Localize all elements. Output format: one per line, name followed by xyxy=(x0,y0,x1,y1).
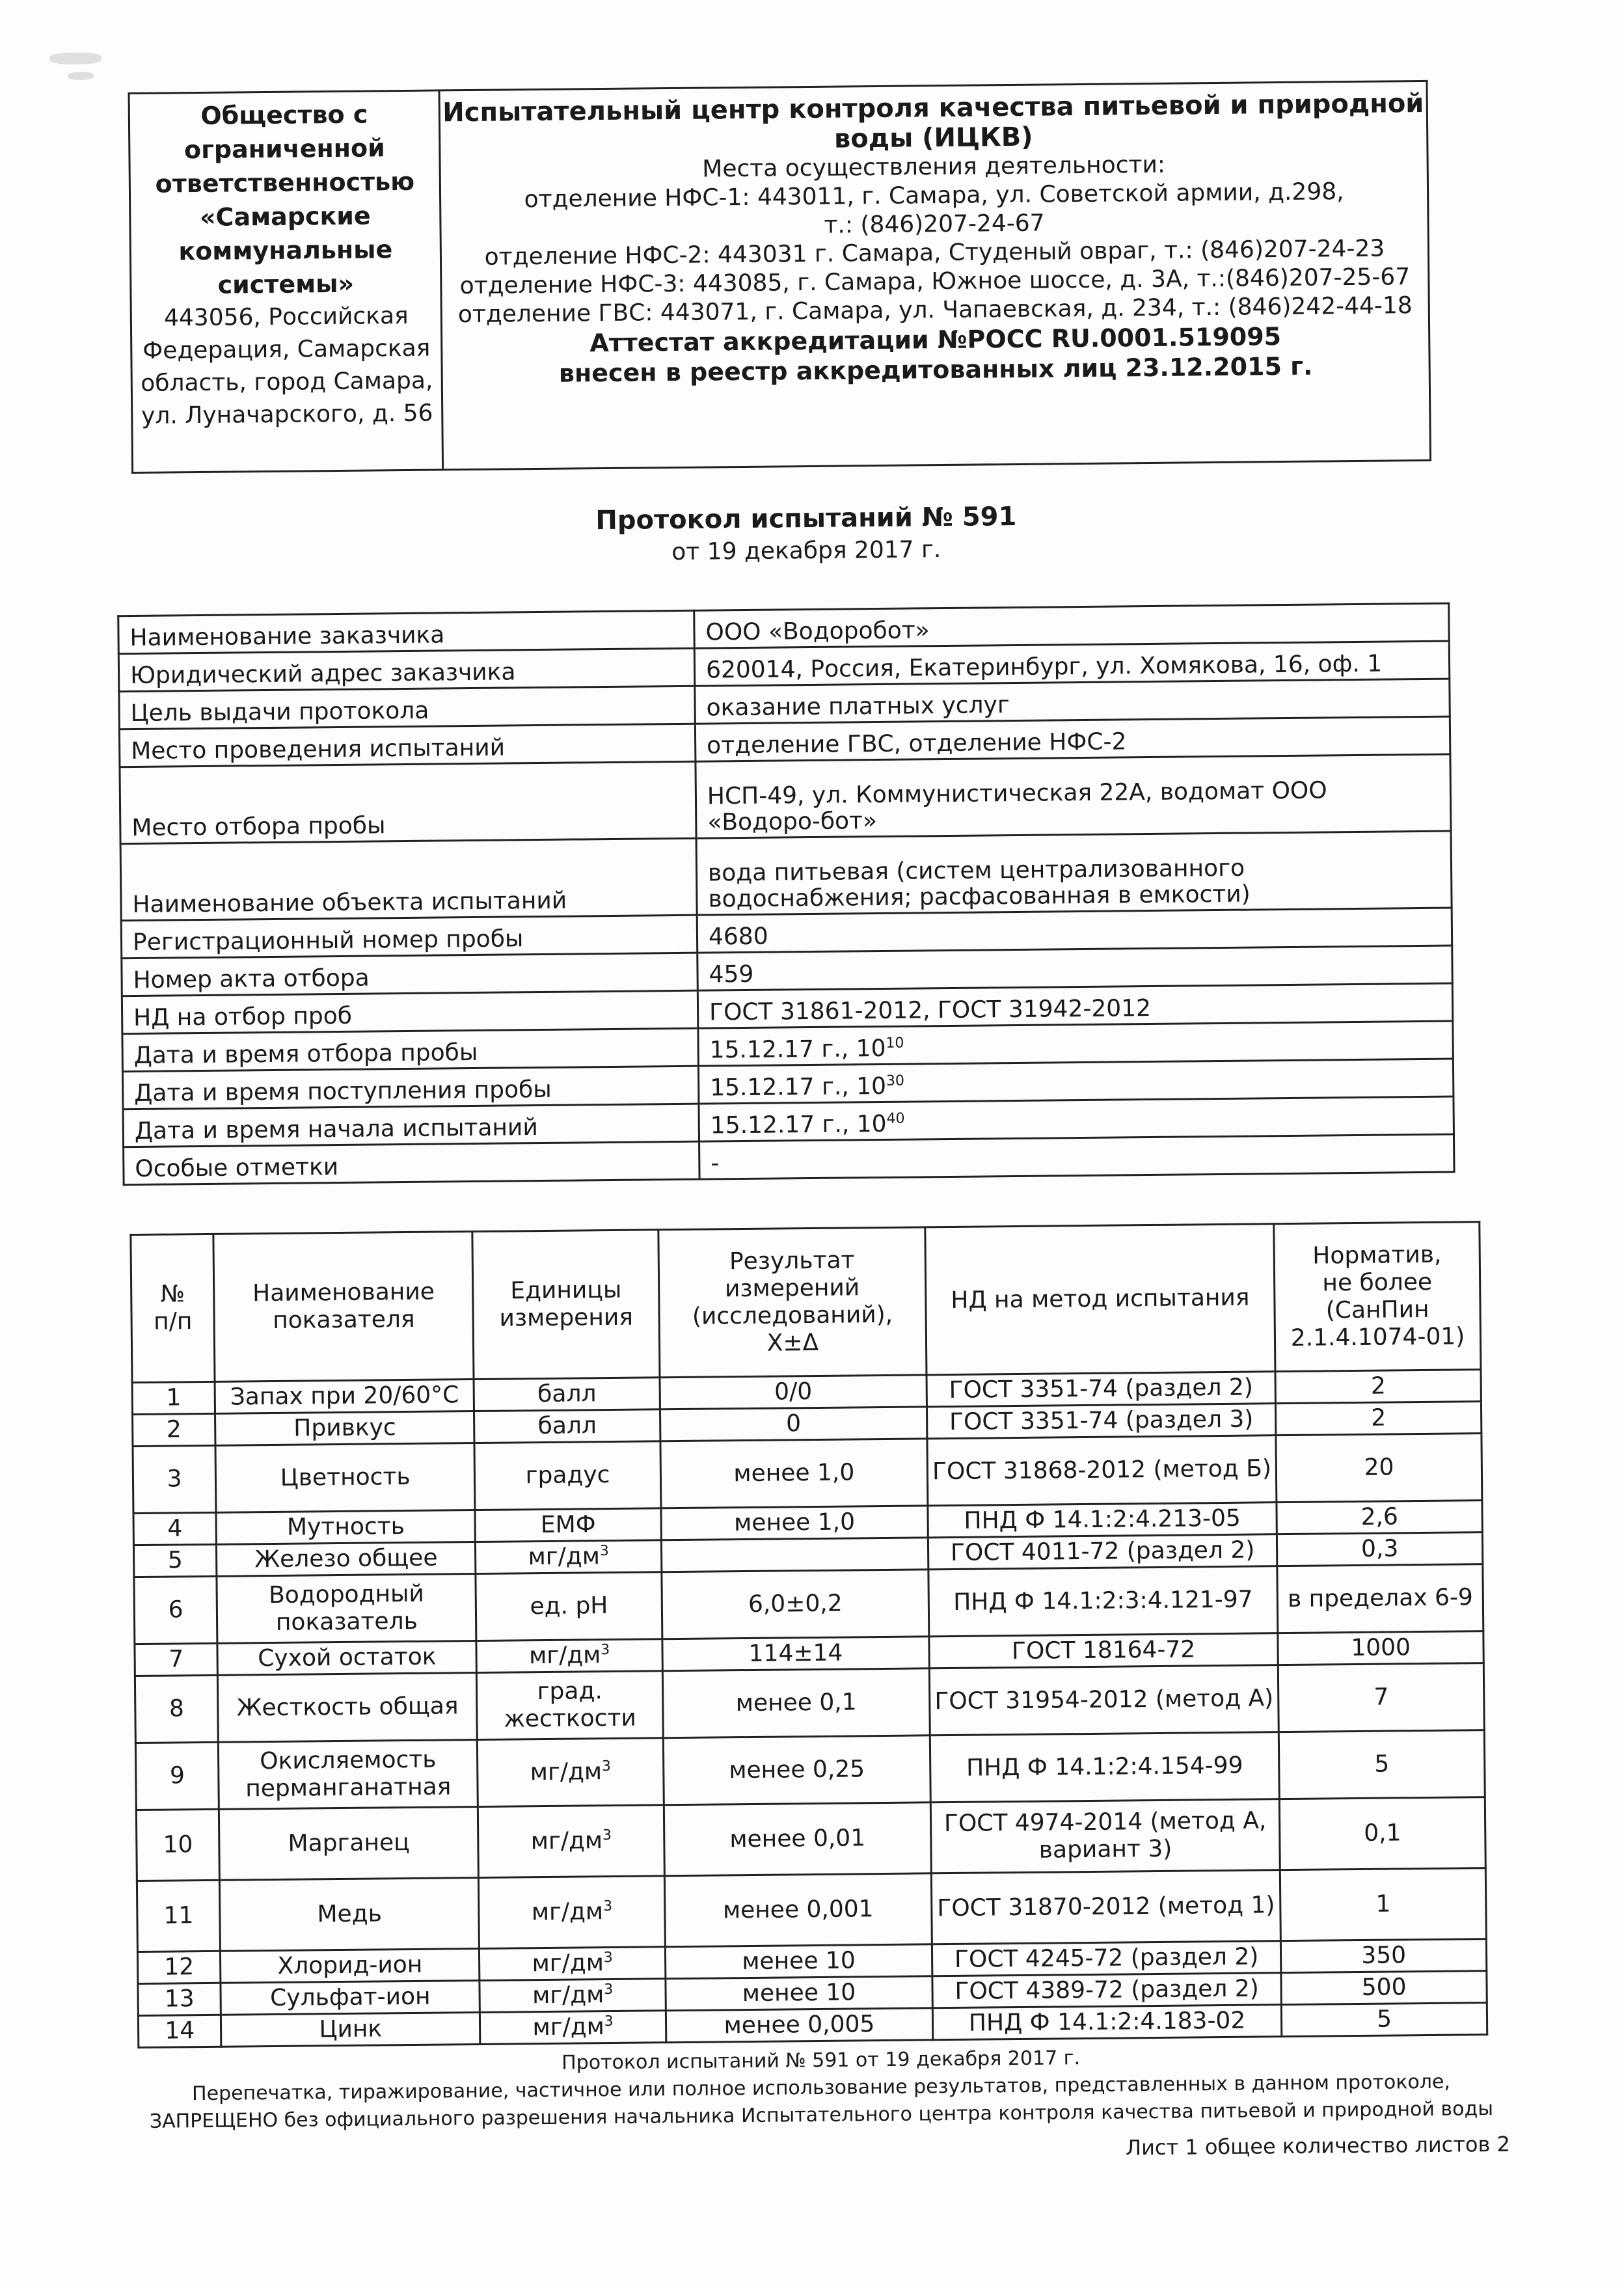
header-line: не более xyxy=(1322,1268,1433,1297)
lab-branch-line: отделение НФС-3: 443085, г. Самара, Южное шоссе, д. 3А, т.:(846)207-25-67 xyxy=(459,264,1411,300)
result-cell-nd xyxy=(927,1372,1276,1407)
result-name-text: Цинк xyxy=(319,2015,383,2043)
result-unit-text: ед. рН xyxy=(530,1592,608,1620)
result-name-text: Мутность xyxy=(286,1513,405,1541)
result-cell-unit xyxy=(480,2011,666,2045)
org-address-line: Федерация, Самарская xyxy=(142,334,431,364)
result-cell-result xyxy=(660,1375,927,1409)
result-cell-nd xyxy=(928,1503,1277,1538)
result-cell-nd xyxy=(931,1870,1280,1944)
result-cell-num xyxy=(132,1381,215,1414)
header-line: измерения xyxy=(499,1303,634,1332)
info-label: Наименование заказчика xyxy=(118,610,695,653)
result-result-text: менее 10 xyxy=(742,1979,856,2007)
info-label: Номер акта отбора xyxy=(122,953,698,996)
header-line: НД на метод испытания xyxy=(951,1284,1250,1314)
results-body xyxy=(132,1370,1487,2048)
footer xyxy=(8,2039,1624,2137)
result-cell-num xyxy=(138,2015,221,2047)
result-cell-num xyxy=(134,1576,217,1644)
lab-branch-line: отделение НФС-1: 443011, г. Самара, ул. Советской армии, д.298, xyxy=(524,178,1344,213)
result-num-text: 12 xyxy=(164,1953,195,1981)
lab-places-title: Места осуществления деятельности: xyxy=(702,151,1166,183)
result-num-text: 2 xyxy=(166,1416,182,1443)
result-norm-text: 350 xyxy=(1361,1942,1407,1969)
info-value: вода питьевая (систем централизованного водоснабжения; расфасованная в емкости) xyxy=(696,831,1452,915)
result-cell-num xyxy=(136,1809,219,1881)
header-line: измерений xyxy=(724,1274,860,1303)
registry-line: внесен в реестр аккредитованных лиц 23.12.2015 г. xyxy=(558,351,1313,388)
result-result-text: менее 0,1 xyxy=(735,1689,857,1717)
result-cell-nd xyxy=(930,1799,1280,1873)
result-cell-result xyxy=(662,1637,929,1671)
result-row xyxy=(135,1730,1485,1810)
result-norm-text: 0,3 xyxy=(1360,1535,1399,1562)
result-name-text: Сухой остаток xyxy=(258,1643,437,1672)
result-result-text: менее 1,0 xyxy=(733,1459,855,1488)
info-label: Дата и время начала испытаний xyxy=(123,1104,699,1147)
result-norm-text: 0,1 xyxy=(1364,1819,1401,1847)
header-line: Результат xyxy=(729,1247,855,1275)
result-result-text: 114±14 xyxy=(748,1639,843,1667)
col-header-unit xyxy=(472,1230,660,1380)
info-value: - xyxy=(699,1134,1455,1179)
result-cell-name xyxy=(217,1641,476,1676)
unit-exponent: 3 xyxy=(601,1758,612,1775)
result-cell-norm xyxy=(1277,1532,1483,1566)
org-address-line: ул. Луначарского, д. 56 xyxy=(141,400,433,429)
result-cell-norm xyxy=(1281,1939,1487,1973)
result-cell-unit xyxy=(476,1572,662,1641)
result-cell-name xyxy=(219,1806,479,1880)
result-cell-name xyxy=(216,1510,475,1545)
result-cell-nd xyxy=(929,1633,1279,1668)
result-result-text: 6,0±0,2 xyxy=(748,1590,843,1618)
result-norm-text: 5 xyxy=(1376,2006,1392,2033)
result-unit-text: мг/дм xyxy=(528,1543,601,1571)
result-cell-nd xyxy=(932,1973,1282,2008)
result-result-text: менее 1,0 xyxy=(733,1508,856,1537)
result-nd-text: ГОСТ 4389-72 (раздел 2) xyxy=(954,1975,1259,2005)
result-unit-text: мг/дм xyxy=(532,2013,605,2041)
col-header-num xyxy=(131,1234,215,1382)
result-unit-text: мг/дм xyxy=(528,1642,601,1670)
result-row xyxy=(135,1663,1484,1743)
footer-notice: Перепечатка, тиражирование, частичное или полное использование результатов, представленных в данном протоколе, xyxy=(191,2070,1451,2106)
result-cell-result xyxy=(665,1944,932,1979)
result-num-text: 14 xyxy=(165,2017,195,2045)
result-cell-result xyxy=(662,1570,929,1639)
unit-exponent: 3 xyxy=(603,1950,613,1966)
result-norm-text: 2 xyxy=(1370,1372,1386,1400)
info-value: отделение ГВС, отделение НФС-2 xyxy=(695,716,1450,761)
result-num-text: 7 xyxy=(169,1646,184,1673)
result-cell-norm xyxy=(1282,2003,1487,2037)
result-result-text: менее 0,25 xyxy=(729,1756,865,1784)
result-unit-text: мг/дм xyxy=(530,1827,603,1855)
laboratory-cell xyxy=(439,81,1431,470)
result-cell-nd xyxy=(929,1665,1279,1735)
unit-exponent: 3 xyxy=(604,1981,614,1998)
info-value: 620014, Россия, Екатеринбург, ул. Хомякова, 16, оф. 1 xyxy=(694,641,1450,686)
result-nd-text: ПНД Ф 14.1:2:4.213-05 xyxy=(964,1504,1241,1534)
result-nd-text: ПНД Ф 14.1:2:4.183-02 xyxy=(968,2007,1246,2037)
lab-branch-line: т.: (846)207-24-67 xyxy=(824,210,1045,239)
result-unit-text: град. жесткости xyxy=(504,1678,636,1733)
scan-artifact xyxy=(49,52,102,64)
result-cell-unit xyxy=(475,1508,661,1542)
org-name-line: системы» xyxy=(217,269,355,299)
result-norm-text: 2,6 xyxy=(1360,1503,1399,1531)
header-line: Наименование xyxy=(252,1278,435,1307)
scan-artifact xyxy=(68,72,94,80)
header-line: Х±Δ xyxy=(766,1329,819,1357)
unit-exponent: 3 xyxy=(602,1827,612,1844)
result-nd-text: ГОСТ 31954-2012 (метод А) xyxy=(934,1685,1274,1715)
result-cell-result xyxy=(666,2008,932,2043)
accreditation-line: Аттестат аккредитации №РОСС RU.0001.519095 xyxy=(589,322,1282,358)
info-row xyxy=(120,754,1451,844)
col-header-norm xyxy=(1274,1222,1481,1372)
results-header-row xyxy=(131,1222,1481,1383)
lab-name-line: воды (ИЦКВ) xyxy=(833,122,1033,154)
info-label: Цель выдачи протокола xyxy=(119,686,696,729)
result-nd-text: ГОСТ 4245-72 (раздел 2) xyxy=(954,1943,1259,1973)
result-unit-text: мг/дм xyxy=(531,1898,604,1926)
result-cell-num xyxy=(138,1983,221,2015)
protocol-date: от 19 декабря 2017 г. xyxy=(671,536,941,566)
result-unit-text: балл xyxy=(537,1412,597,1440)
result-num-text: 6 xyxy=(168,1596,183,1624)
info-label: Наименование объекта испытаний xyxy=(120,838,697,920)
result-nd-text: ГОСТ 4011-72 (раздел 2) xyxy=(950,1536,1255,1567)
result-norm-text: в пределах 6-9 xyxy=(1287,1584,1474,1613)
result-cell-name xyxy=(221,1948,480,1983)
result-cell-nd xyxy=(928,1566,1278,1637)
col-header-result xyxy=(658,1227,927,1378)
result-nd-text: ПНД Ф 14.1:2:4.154-99 xyxy=(966,1752,1243,1782)
result-cell-result xyxy=(663,1735,930,1805)
info-label: НД на отбор проб xyxy=(122,990,698,1033)
result-name-text: Цветность xyxy=(280,1463,411,1491)
result-row xyxy=(134,1564,1483,1644)
result-unit-text: мг/дм xyxy=(530,1758,602,1786)
info-label: Дата и время отбора пробы xyxy=(122,1028,699,1071)
result-cell-name xyxy=(217,1542,476,1577)
result-cell-norm xyxy=(1276,1434,1482,1503)
result-num-text: 10 xyxy=(163,1831,193,1858)
result-norm-text: 2 xyxy=(1371,1404,1387,1432)
org-name-line: ответственностью xyxy=(155,167,415,198)
result-cell-unit xyxy=(474,1378,660,1411)
result-num-text: 8 xyxy=(169,1695,185,1722)
result-name-text: Запах при 20/60°С xyxy=(230,1381,459,1411)
result-cell-name xyxy=(220,1877,480,1951)
result-cell-nd xyxy=(928,1534,1277,1570)
result-norm-text: 20 xyxy=(1364,1454,1394,1481)
result-nd-text: ГОСТ 31868-2012 (метод Б) xyxy=(932,1455,1272,1486)
result-result-text: менее 10 xyxy=(742,1947,856,1976)
organization-cell xyxy=(129,90,443,473)
result-cell-norm xyxy=(1281,1971,1487,2005)
org-name-line: коммунальные xyxy=(178,235,393,266)
result-cell-result xyxy=(666,1976,932,2011)
result-name-text: Марганец xyxy=(288,1829,410,1857)
sheet-number: Лист 1 общее количество листов 2 xyxy=(1125,2131,1511,2160)
info-value: оказание платных услуг xyxy=(695,679,1450,724)
info-label: Юридический адрес заказчика xyxy=(118,648,695,691)
unit-exponent: 3 xyxy=(601,1642,610,1659)
result-unit-text: ЕМФ xyxy=(540,1511,596,1539)
result-cell-result xyxy=(664,1873,932,1947)
result-num-text: 5 xyxy=(167,1547,183,1574)
info-label: Место проведения испытаний xyxy=(119,724,696,767)
result-cell-num xyxy=(135,1675,218,1743)
result-cell-norm xyxy=(1276,1402,1482,1436)
result-num-text: 9 xyxy=(169,1762,185,1789)
header-line: 2.1.4.1074-01) xyxy=(1290,1323,1465,1352)
result-cell-norm xyxy=(1278,1631,1483,1665)
result-norm-text: 5 xyxy=(1374,1750,1390,1778)
info-value: НСП-49, ул. Коммунистическая 22А, водомат ООО «Водоро-бот» xyxy=(696,754,1451,838)
result-cell-unit xyxy=(476,1639,662,1673)
result-result-text: менее 0,005 xyxy=(724,2011,875,2039)
result-cell-num xyxy=(135,1643,218,1676)
result-cell-norm xyxy=(1280,1868,1487,1941)
result-cell-name xyxy=(221,1980,480,2015)
footer-notice: ЗАПРЕЩЕНО без официального разрешения начальника Испытательного центра контроля качества питьевой и природной воды xyxy=(149,2097,1494,2133)
header-line: п/п xyxy=(154,1308,193,1335)
result-num-text: 4 xyxy=(167,1515,183,1542)
result-cell-norm xyxy=(1277,1564,1483,1633)
col-header-name xyxy=(213,1232,474,1382)
result-nd-text: ГОСТ 18164-72 xyxy=(1011,1636,1196,1665)
org-address-line: 443056, Российская xyxy=(163,302,409,332)
result-nd-text: ГОСТ 31870-2012 (метод 1) xyxy=(937,1892,1275,1922)
result-cell-norm xyxy=(1279,1730,1485,1799)
result-nd-text: ПНД Ф 14.1:2:3:4.121-97 xyxy=(953,1586,1253,1616)
result-cell-unit xyxy=(478,1805,665,1878)
result-result-text: 0 xyxy=(785,1410,802,1437)
result-cell-name xyxy=(215,1411,474,1446)
result-cell-result xyxy=(661,1538,928,1572)
result-cell-result xyxy=(660,1439,928,1508)
info-value: ООО «Водоробот» xyxy=(694,603,1450,648)
result-num-text: 11 xyxy=(163,1902,194,1929)
time-minutes: 10 xyxy=(886,1035,904,1052)
result-cell-nd xyxy=(927,1404,1276,1439)
result-cell-nd xyxy=(932,2005,1282,2040)
result-cell-num xyxy=(137,1880,220,1952)
result-cell-nd xyxy=(930,1732,1279,1803)
result-row xyxy=(133,1434,1482,1514)
result-name-text: Привкус xyxy=(293,1414,396,1442)
result-result-text: менее 0,01 xyxy=(729,1825,866,1853)
time-minutes: 30 xyxy=(886,1072,905,1089)
result-unit-text: градус xyxy=(525,1462,610,1490)
info-value-text: 15.12.17 г., 10 xyxy=(710,1072,887,1102)
result-cell-num xyxy=(135,1742,219,1810)
result-cell-unit xyxy=(480,1947,666,1981)
result-row xyxy=(137,1868,1486,1952)
result-unit-text: мг/дм xyxy=(532,1981,604,2009)
result-cell-num xyxy=(133,1413,216,1446)
result-cell-result xyxy=(661,1506,928,1540)
result-cell-norm xyxy=(1277,1501,1482,1534)
result-cell-unit xyxy=(474,1441,661,1510)
result-cell-num xyxy=(137,1951,221,1983)
result-cell-result xyxy=(664,1803,931,1876)
header-line: (СанПин xyxy=(1325,1296,1429,1324)
result-cell-result xyxy=(660,1407,927,1441)
result-name-text: Водородный показатель xyxy=(268,1580,425,1636)
info-value-text: 15.12.17 г., 10 xyxy=(710,1110,887,1139)
footer-protocol-ref: Протокол испытаний № 591 от 19 декабря 2017 г. xyxy=(561,2047,1081,2075)
header-line: показателя xyxy=(273,1305,415,1334)
results-table xyxy=(129,1221,1488,2048)
result-cell-num xyxy=(133,1445,216,1513)
col-header-nd xyxy=(925,1224,1275,1375)
result-norm-text: 500 xyxy=(1361,1974,1407,2001)
unit-exponent: 3 xyxy=(602,1898,613,1915)
unit-exponent: 3 xyxy=(599,1543,609,1560)
info-row xyxy=(120,831,1452,921)
result-name-text: Сульфат-ион xyxy=(269,1983,431,2012)
info-value: ГОСТ 31861-2012, ГОСТ 31942-2012 xyxy=(697,983,1453,1028)
result-cell-unit xyxy=(476,1540,662,1574)
result-cell-result xyxy=(662,1668,930,1738)
result-cell-name xyxy=(215,1443,475,1513)
header-line: (исследований), xyxy=(692,1301,893,1330)
result-cell-norm xyxy=(1275,1370,1481,1404)
sample-info-table xyxy=(117,603,1455,1186)
result-unit-text: балл xyxy=(537,1380,597,1408)
unit-exponent: 3 xyxy=(604,2013,614,2030)
header-line: Норматив, xyxy=(1312,1241,1442,1270)
lab-branch-line: отделение ГВС: 443071, г. Самара, ул. Чапаевская, д. 234, т.: (846)242-44-18 xyxy=(457,292,1413,329)
info-label: Дата и время поступления пробы xyxy=(122,1066,699,1109)
result-name-text: Окисляемость перманганатная xyxy=(245,1746,452,1803)
protocol-title: Протокол испытаний № 591 xyxy=(595,501,1017,536)
result-result-text: менее 0,001 xyxy=(722,1896,874,1924)
result-cell-unit xyxy=(474,1409,660,1443)
header-line: Единицы xyxy=(510,1276,622,1305)
info-label: Место отбора пробы xyxy=(120,761,696,843)
result-cell-name xyxy=(218,1673,478,1743)
result-num-text: 13 xyxy=(164,1985,195,2013)
header-line: № xyxy=(160,1281,185,1308)
result-num-text: 1 xyxy=(166,1384,182,1411)
result-row xyxy=(136,1797,1485,1881)
result-norm-text: 1 xyxy=(1375,1890,1391,1918)
result-cell-name xyxy=(219,1739,478,1809)
result-nd-text: ГОСТ 4974-2014 (метод А, вариант 3) xyxy=(943,1807,1267,1864)
result-name-text: Железо общее xyxy=(254,1544,438,1573)
result-cell-name xyxy=(221,2012,480,2047)
result-norm-text: 1000 xyxy=(1351,1634,1411,1662)
result-cell-norm xyxy=(1279,1797,1485,1870)
result-cell-nd xyxy=(932,1941,1281,1976)
result-cell-name xyxy=(215,1380,474,1414)
result-cell-unit xyxy=(477,1671,664,1740)
result-name-text: Жесткость общая xyxy=(236,1693,459,1722)
result-result-text: 0/0 xyxy=(774,1378,813,1406)
info-label: Регистрационный номер пробы xyxy=(121,915,697,958)
lab-branch-line: отделение НФС-2: 443031 г. Самара, Студеный овраг, т.: (846)207-24-23 xyxy=(484,235,1385,271)
result-cell-unit xyxy=(478,1738,664,1807)
info-value-text: 15.12.17 г., 10 xyxy=(709,1035,886,1064)
result-cell-unit xyxy=(479,1876,666,1949)
info-value: 459 xyxy=(697,946,1453,990)
result-nd-text: ГОСТ 3351-74 (раздел 3) xyxy=(949,1406,1254,1436)
time-minutes: 40 xyxy=(886,1110,905,1127)
org-name-line: Общество с xyxy=(200,100,368,130)
result-cell-norm xyxy=(1278,1663,1484,1732)
info-value: 4680 xyxy=(697,908,1452,953)
result-name-text: Медь xyxy=(317,1900,383,1928)
lab-name-line: Испытательный центр контроля качества питьевой и природной xyxy=(442,88,1424,128)
result-cell-num xyxy=(133,1544,217,1577)
result-num-text: 3 xyxy=(167,1465,182,1493)
result-cell-name xyxy=(217,1574,476,1644)
result-cell-num xyxy=(133,1512,217,1545)
result-nd-text: ГОСТ 3351-74 (раздел 2) xyxy=(949,1374,1254,1404)
result-unit-text: мг/дм xyxy=(532,1950,604,1978)
org-address-line: область, город Самара, xyxy=(141,367,433,397)
info-label: Особые отметки xyxy=(124,1141,700,1184)
org-name-line: ограниченной xyxy=(183,133,385,165)
protocol-title-block xyxy=(0,493,1618,574)
result-name-text: Хлорид-ион xyxy=(277,1951,423,1980)
org-name-line: «Самарские xyxy=(199,201,371,232)
result-norm-text: 7 xyxy=(1374,1683,1389,1711)
result-cell-nd xyxy=(927,1436,1277,1506)
header-table xyxy=(128,80,1432,474)
result-cell-unit xyxy=(480,1979,666,2013)
